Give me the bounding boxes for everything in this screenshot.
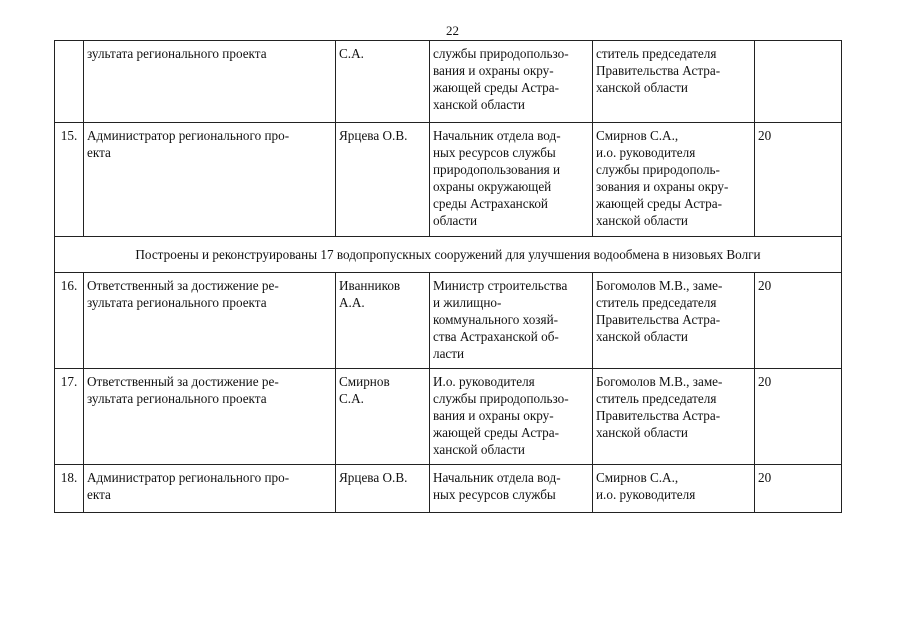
name-cell: Смирнов С.А. xyxy=(336,369,430,465)
supervisor-cell: Богомолов М.В., заме- ститель председателя Правительства Астра- ханской области xyxy=(593,369,755,465)
role-cell: Администратор регионального про- екта xyxy=(84,465,336,513)
position-cell: Начальник отдела вод- ных ресурсов службы природопользования и охраны окружающей среды Астраханской области xyxy=(430,123,593,237)
section-heading-row xyxy=(55,237,842,273)
name-cell: С.А. xyxy=(336,41,430,123)
row-number-cell: 17. xyxy=(55,369,84,465)
supervisor-cell: Смирнов С.А., и.о. руководителя xyxy=(593,465,755,513)
value-cell: 20 xyxy=(755,273,842,369)
responsibility-table xyxy=(54,40,842,513)
name-cell: Ярцева О.В. xyxy=(336,465,430,513)
role-cell: Ответственный за достижение ре- зультата регионального проекта xyxy=(84,369,336,465)
role-cell: Ответственный за достижение ре- зультата регионального проекта xyxy=(84,273,336,369)
position-cell: службы природопользо- вания и охраны окру- жающей среды Астра- ханской области xyxy=(430,41,593,123)
table-row xyxy=(55,273,842,369)
value-cell xyxy=(755,41,842,123)
position-cell: Министр строительства и жилищно- коммунального хозяй- ства Астраханской об- ласти xyxy=(430,273,593,369)
name-cell: Ярцева О.В. xyxy=(336,123,430,237)
supervisor-cell: Богомолов М.В., заме- ститель председателя Правительства Астра- ханской области xyxy=(593,273,755,369)
table-row xyxy=(55,369,842,465)
value-cell: 20 xyxy=(755,369,842,465)
row-number-cell: 18. xyxy=(55,465,84,513)
section-title: Построены и реконструированы 17 водопропускных сооружений для улучшения водообмена в низовьях Волги xyxy=(55,237,842,273)
table-row xyxy=(55,41,842,123)
value-cell: 20 xyxy=(755,123,842,237)
row-number-cell xyxy=(55,41,84,123)
row-number-cell: 15. xyxy=(55,123,84,237)
table-row xyxy=(55,465,842,513)
row-number-cell: 16. xyxy=(55,273,84,369)
name-cell: Иванников А.А. xyxy=(336,273,430,369)
role-cell: зультата регионального проекта xyxy=(84,41,336,123)
position-cell: Начальник отдела вод- ных ресурсов службы xyxy=(430,465,593,513)
position-cell: И.о. руководителя службы природопользо- вания и охраны окру- жающей среды Астра- ханской области xyxy=(430,369,593,465)
supervisor-cell: Смирнов С.А., и.о. руководителя службы природополь- зования и охраны окру- жающей среды Астра- ханской области xyxy=(593,123,755,237)
page-number: 22 xyxy=(446,23,459,38)
value-cell: 20 xyxy=(755,465,842,513)
table-row xyxy=(55,123,842,237)
supervisor-cell: ститель председателя Правительства Астра- ханской области xyxy=(593,41,755,123)
role-cell: Администратор регионального про- екта xyxy=(84,123,336,237)
